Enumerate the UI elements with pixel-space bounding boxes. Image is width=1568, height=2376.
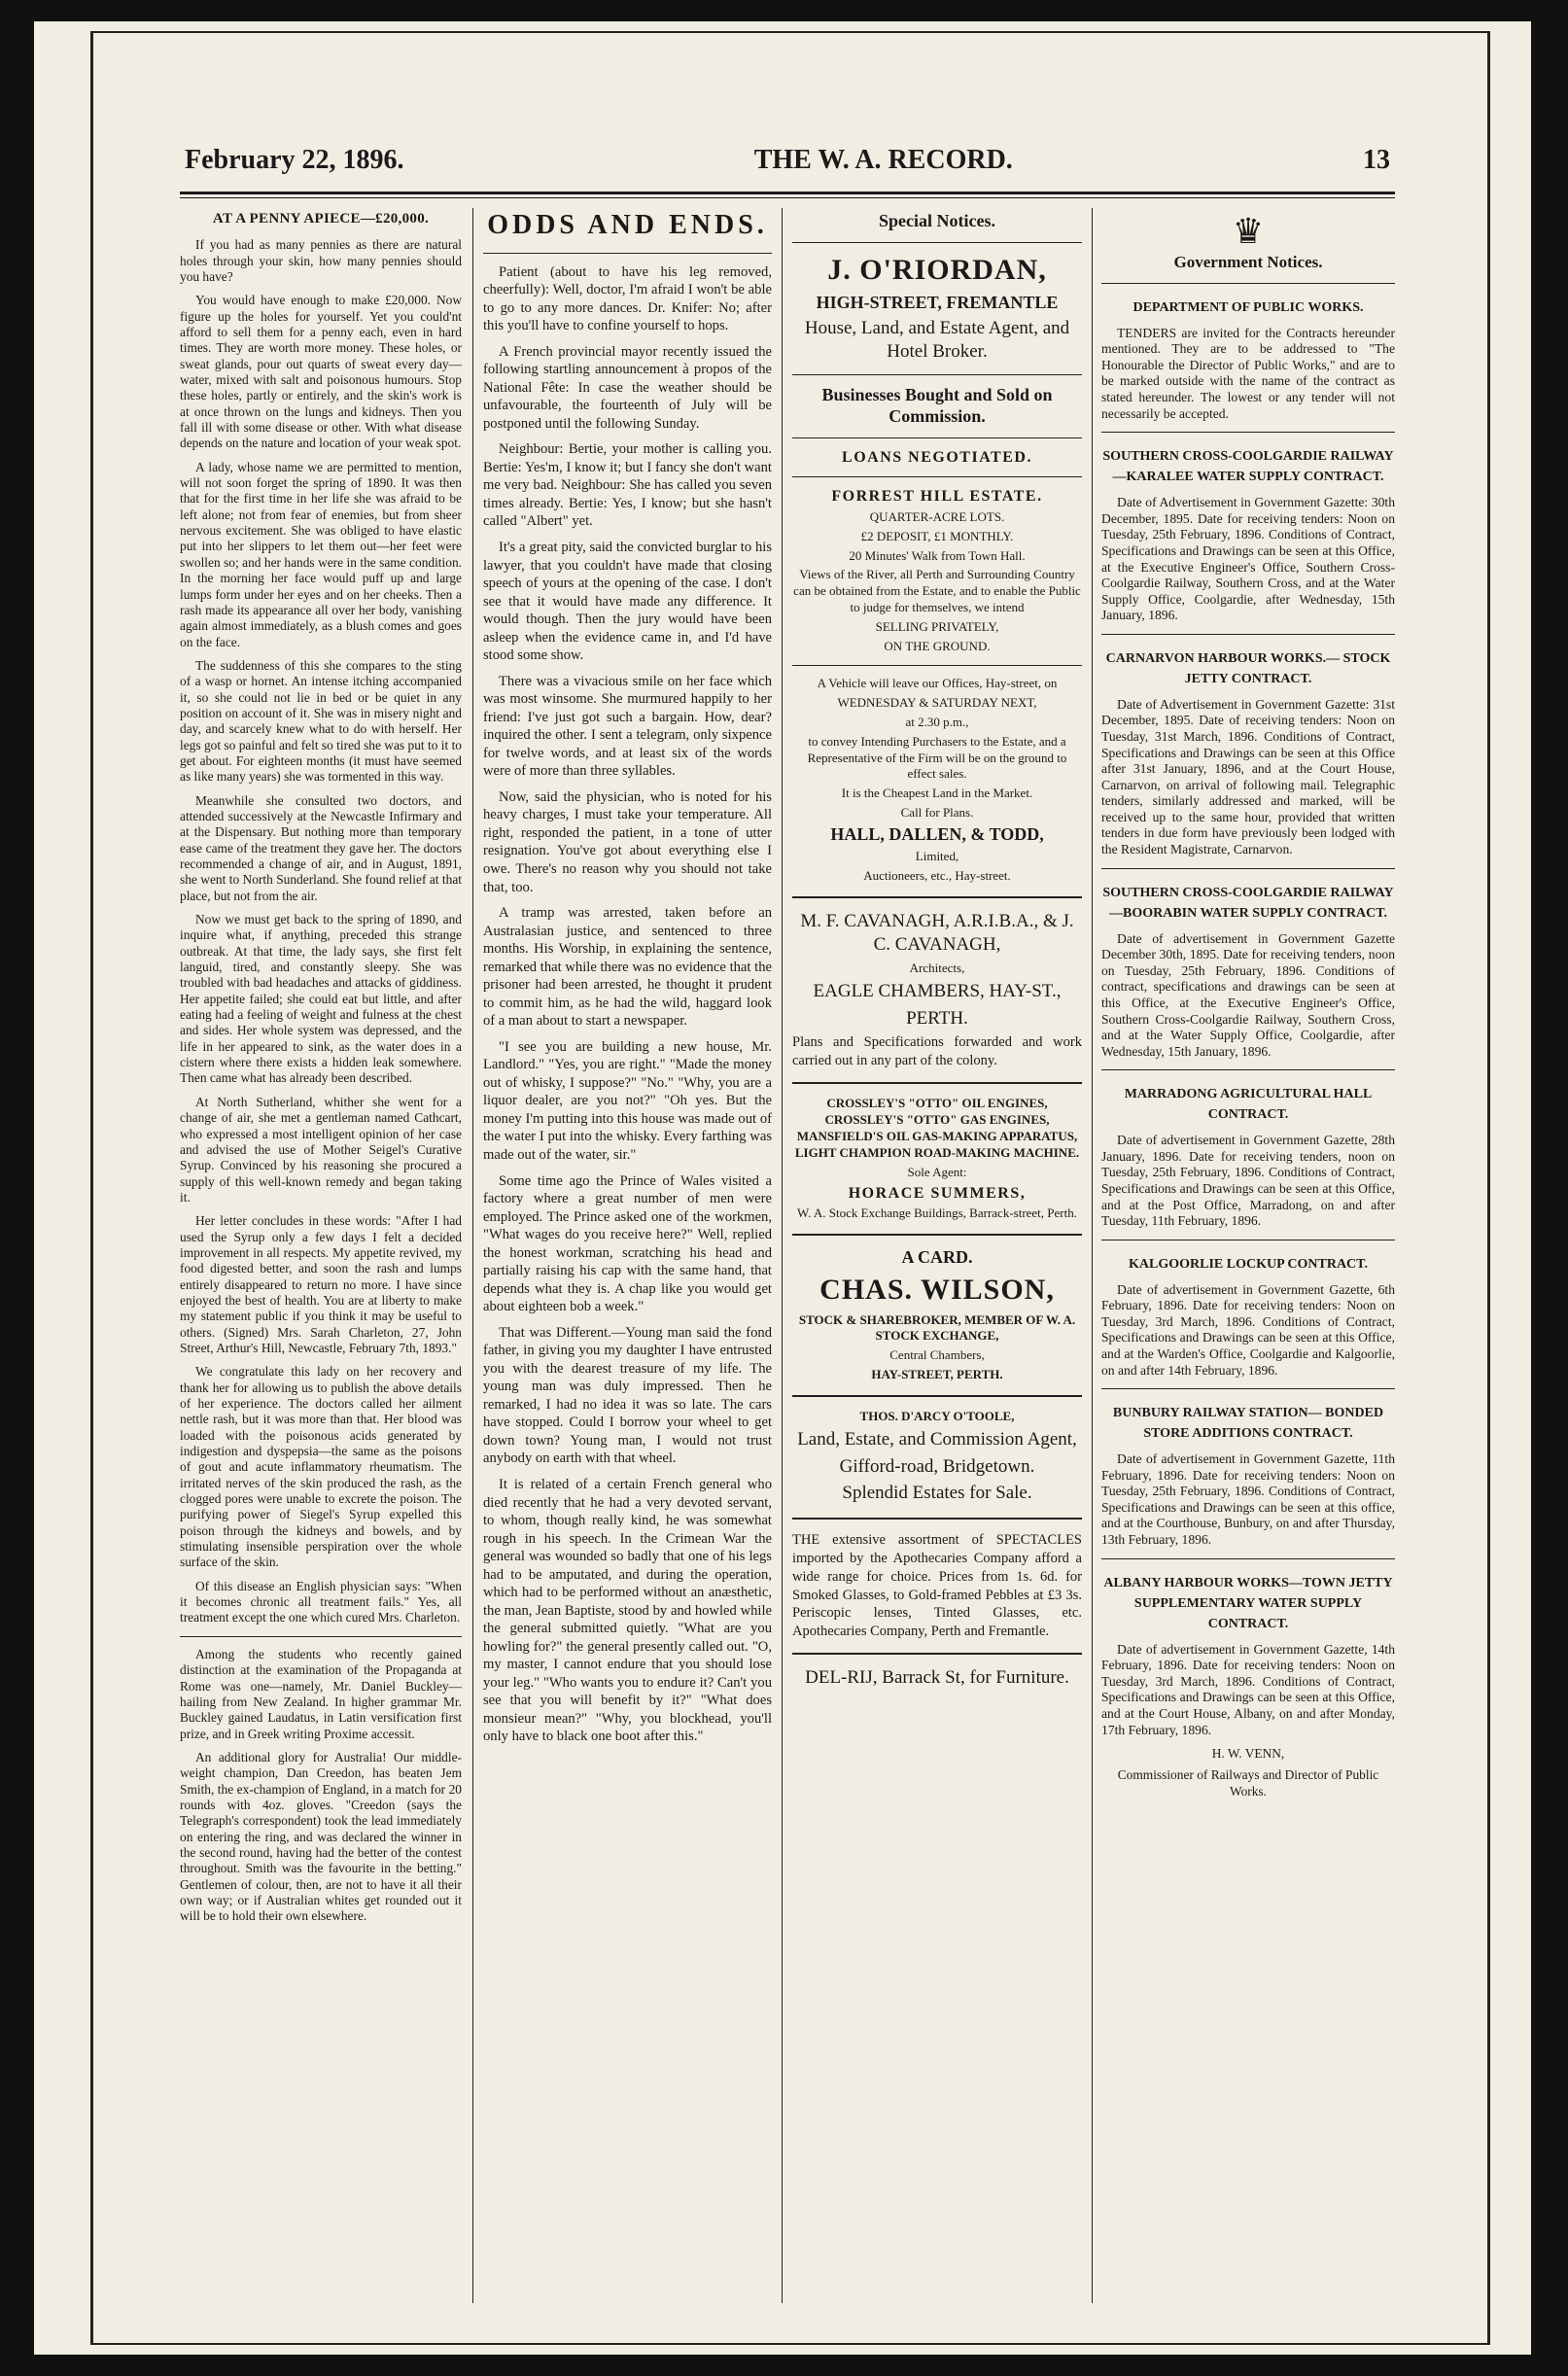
odds-and-ends-heading: ODDS AND ENDS.: [487, 210, 768, 240]
otoole-ad: [792, 1409, 1082, 1506]
separator: [1101, 432, 1395, 433]
department-title: DEPARTMENT OF PUBLIC WORKS.: [1132, 299, 1364, 315]
paragraph: That was Different.—Young man said the fond father, in giving you my daughter I have entrusted you with the dearest treasure of my life. The young man was duly impressed. Then he remarked, I had no idea it was so late. The cars have stopped. Could I borrow your wheel to get down town? Young man, I would not trust anybody on earth with that wheel.: [483, 1324, 772, 1467]
article-body: [180, 237, 462, 1626]
agent-label: Sole Agent:: [907, 1164, 967, 1179]
broker-role: STOCK & SHAREBROKER, MEMBER OF W. A. STOCK EXCHANGE,: [798, 1311, 1076, 1344]
separator: [792, 242, 1082, 243]
separator: [1101, 868, 1395, 869]
tender-notice: [1101, 1403, 1395, 1548]
paragraph: Now, said the physician, who is noted for his heavy charges, I must take your temperature. All right, responded the patient, in a tone of utter resignation. You've got about everything else I owe. There's no reason why you should not take that, too.: [483, 788, 772, 895]
issue-date: February 22, 1896.: [185, 145, 404, 175]
tender-text: Date of advertisement in Government Gazette, 14th February, 1896. Date for receiving tenders: Noon on Tuesday, 3rd March, 1896. Conditions of Contract, Specifications and Drawings can be seen at this Office, and at the Court House, Albany, on and after Monday, 17th February, 1896.: [1101, 1641, 1395, 1737]
separator: [792, 437, 1082, 438]
estate-selling: SELLING PRIVATELY,: [875, 619, 999, 635]
advertiser-role: House, Land, and Estate Agent, and Hotel Broker.: [804, 317, 1070, 363]
cavanagh-ad: [792, 910, 1082, 1070]
agent-sale: Splendid Estates for Sale.: [842, 1483, 1032, 1504]
estate-walk: 20 Minutes' Walk from Town Hall.: [849, 547, 1026, 563]
tender-notice: [1101, 446, 1395, 624]
advertiser-street: HIGH-STREET, FREMANTLE: [816, 292, 1059, 312]
paragraph: Some time ago the Prince of Wales visited a factory where a great number of men were employed. The Prince asked one of the workmen, "What wages do you receive here?" Well, replied the honest workman, scratching his head and partially raising his cap with the same hand, that depends what they is. A chap like you would get about eighteen bob a week.": [483, 1172, 772, 1315]
column-1: [180, 208, 462, 2298]
separator: [792, 374, 1082, 375]
separator: [792, 1234, 1082, 1236]
paragraph: Meanwhile she consulted two doctors, and attended successively at the Newcastle Infirmary and at the Dispensary. But nothing more than temporary ease came of the treatment they gave her. The doctors recommended a change of air, and in August, 1891, she went to North Sunderland. She found relief at that place, but not from the air.: [180, 792, 462, 903]
signature-title: Commissioner of Railways and Director of Public Works.: [1117, 1767, 1379, 1799]
column-4: [1101, 208, 1395, 2298]
estate-vehicle: A Vehicle will leave our Offices, Hay-street, on: [817, 675, 1058, 690]
newspaper-title: THE W. A. RECORD.: [753, 145, 1013, 175]
estate-ground: ON THE GROUND.: [884, 639, 991, 654]
estate-plans: Call for Plans.: [900, 805, 974, 821]
tender-title: CARNARVON HARBOUR WORKS.— STOCK JETTY CONTRACT.: [1105, 650, 1391, 686]
newspaper-page: [34, 21, 1531, 2355]
delrij-ad: DEL-RIJ, Barrack St, for Furniture.: [805, 1667, 1069, 1689]
separator: [483, 253, 772, 254]
estate-limited: Limited,: [915, 849, 959, 864]
paragraph: A tramp was arrested, taken before an Australasian justice, and sentenced to three months. His Worship, in explaining the sentence, remarked that while there was no evidence that the prisoner had been arrested, he thought it prudent to commit him, as he had the wild, haggard look of a man about to start a newspaper.: [483, 905, 772, 1030]
estate-lots: QUARTER-ACRE LOTS.: [869, 508, 1005, 524]
separator: [792, 1653, 1082, 1655]
separator: [792, 896, 1082, 898]
crossley-ad: [792, 1096, 1082, 1222]
forrest-hill-ad: [792, 487, 1082, 885]
left-frame-rule: [90, 31, 93, 2345]
separator: [792, 1082, 1082, 1084]
paragraph: Patient (about to have his leg removed, cheerfully): Well, doctor, I'm afraid I won't be able to go to any more dances. Dr. Knifer: No; after this you'll have to confine yourself to hops.: [483, 263, 772, 334]
architect-address: EAGLE CHAMBERS, HAY-ST.,: [813, 981, 1062, 1002]
separator: [792, 665, 1082, 666]
column-2: [483, 208, 772, 2298]
oriordan-ad: [792, 253, 1082, 467]
advertiser-business: Businesses Bought and Sold on Commission.: [821, 384, 1053, 426]
paragraph: Among the students who recently gained distinction at the examination of the Propaganda at Rome was one—namely, Mr. Daniel Buckley—hailing from New Zealand. In higher grammar Mr. Buckley gained Laudatus, in Latin versification first prize, and in Greek writing Proxime accessit.: [180, 1646, 462, 1741]
column-divider: [782, 208, 783, 2303]
estate-time: at 2.30 p.m.,: [905, 714, 969, 729]
separator: [1101, 1558, 1395, 1559]
tender-notice: [1101, 1254, 1395, 1379]
tender-title: BUNBURY RAILWAY STATION— BONDED STORE ADDITIONS CONTRACT.: [1112, 1406, 1384, 1442]
tender-notice: [1101, 1573, 1395, 1738]
architect-role: Architects,: [909, 961, 965, 976]
tender-title: SOUTHERN CROSS-COOLGARDIE RAILWAY—BOORABIN WATER SUPPLY CONTRACT.: [1102, 885, 1394, 921]
paragraph: Her letter concludes in these words: "After I had used the Syrup only a few days I felt a decided improvement in all respects. My appetite revived, my food digested better, and soon the rash and lumps entirely disappeared to return no more. I have since enjoyed the best of health. You are at liberty to make my statement public if you think it may be useful to others. (Signed) Mrs. Sarah Charleton, 27, John Street, Arthur's Hill, Newcastle, February 7th, 1893.": [180, 1213, 462, 1355]
paragraph: Of this disease an English physician says: "When it becomes chronic all treatment fails." Yes, all treatment except the one which cured Mrs. Charleton.: [180, 1578, 462, 1625]
broker-name: CHAS. WILSON,: [819, 1273, 1055, 1306]
paragraph: It's a great pity, said the convicted burglar to his lawyer, that you couldn't have made that closing speech of yours at the opening of the case. I don't see that it would have made any difference. It would though. Then the jury would have been asleep when the evidence came in, and I'd have stood some show.: [483, 539, 772, 664]
estate-auctioneers: Auctioneers, etc., Hay-street.: [863, 867, 1011, 883]
paragraph: A lady, whose name we are permitted to mention, will not soon forget the spring of 1890. It was then that for the first time in her life she was afraid to be left alone; not from fear of enemies, but from sheer nervous excitement. She was obliged to have elastic put into her slippers to let them out—her feet were swollen so; and her hands were in the same condition. In the morning her face would puff up and large lumps form under her eyes and on her cheeks. Then a rash made its appearance all over her body, vanishing again almost immediately, as a blush comes and goes on the face.: [180, 459, 462, 649]
paragraph: There was a vivacious smile on her face which was most winsome. She murmured happily to her friend: I've just got such a bargain. How, dear? inquired the other. I sent a telegram, only sixpence for twelve words, and at least six of the words were of more than three syllables.: [483, 673, 772, 780]
advertiser-name: J. O'RIORDAN,: [827, 253, 1047, 286]
estate-cheapest: It is the Cheapest Land in the Market.: [841, 786, 1033, 801]
bottom-frame-rule: [90, 2343, 1490, 2345]
government-notices-heading: Government Notices.: [1173, 253, 1323, 271]
paragraph: It is related of a certain French general who died recently that he had a very devoted servant, to whom, though really kind, he was somewhat rough in his speech. In the Crimean War the general was wounded so badly that one of his legs had to be amputated, and during the operation, which had to be performed without an anæsthetic, the man, Jean Baptiste, stood by and howled while the general submitted quietly. "What are you howling for?" the general presently called out. "O, my master, I cannot endure that you should lose your leg." "Who wants you to endure it? Can't you see that you will benefit by it?" "What does monsieur mean?" "Why, you blockhead, you'll only have to black one boot after this.": [483, 1477, 772, 1745]
agent-name: HORACE SUMMERS,: [848, 1184, 1027, 1202]
tender-title: SOUTHERN CROSS-COOLGARDIE RAILWAY—KARALEE WATER SUPPLY CONTRACT.: [1102, 449, 1394, 485]
separator: [792, 1395, 1082, 1397]
tender-intro: TENDERS are invited for the Contracts hereunder mentioned. They are to be addressed to "The Honourable the Director of Public Works," and are to be marked outside with the name of the contract as stated hereunder. The lowest or any tender will not necessarily be accepted.: [1101, 325, 1395, 421]
architect-names: M. F. CAVANAGH, A.R.I.B.A., & J. C. CAVANAGH,: [800, 910, 1074, 956]
loans-line: LOANS NEGOTIATED.: [842, 448, 1032, 466]
separator: [792, 1518, 1082, 1520]
paragraph: A French provincial mayor recently issued the following startling announcement à propos of the National Fête: In case the weather should be unfavourable, the fourteenth of July will be postponed until the following Sunday.: [483, 343, 772, 432]
tender-notice: [1101, 883, 1395, 1061]
separator: [1101, 1069, 1395, 1070]
column-3: [792, 208, 1082, 2298]
tender-text: Date of advertisement in Government Gazette, 11th February, 1896. Date for receiving tenders: Noon on Tuesday, 25th February, 1896. Conditions of Contract, Specifications and Drawings can be seen at this office, and at the Courthouse, Bunbury, on and after Thursday, 13th February, 1896.: [1101, 1451, 1395, 1548]
right-frame-rule: [1487, 31, 1490, 2345]
paragraph: If you had as many pennies as there are natural holes through your skin, how many pennies should you have?: [180, 237, 462, 284]
separator: [1101, 1388, 1395, 1389]
broker-chambers: Central Chambers,: [889, 1347, 985, 1363]
separator: [180, 1636, 462, 1637]
paragraph: An additional glory for Australia! Our middle-weight champion, Dan Creedon, has beaten Jem Smith, the ex-champion of England, in a match for 20 rounds with 4oz. gloves. "Creedon (says the Telegraph's correspondent) took the lead immediately on entering the ring, and was declared the winner in the second round, having had the better of the contest throughout. Smith was the favourite in the betting." Gentlemen of colour, then, are not to have it all their own way; or if Australian whites get rounded out it will be to hold their own elsewhere.: [180, 1749, 462, 1924]
agent-name: THOS. D'ARCY O'TOOLE,: [859, 1409, 1015, 1424]
top-frame-rule: [90, 31, 1490, 33]
tender-title: MARRADONG AGRICULTURAL HALL CONTRACT.: [1124, 1087, 1373, 1123]
spectacles-ad: THE extensive assortment of SPECTACLES imported by the Apothecaries Company afford a wide range for choice. Prices from 1s. 6d. for Smoked Glasses, to Gold-framed Pebbles at £3 3s. Periscopic lenses, Tinted Glasses, etc. Apothecaries Company, Perth and Fremantle.: [792, 1532, 1082, 1640]
signature-name: H. W. VENN,: [1211, 1746, 1285, 1762]
tender-text: Date of Advertisement in Government Gazette: 31st December, 1895. Date of receiving tenders: Noon on Tuesday, 31st March, 1896. Conditions of Contract, Specifications and Drawings can be seen at this Office after 31st January, 1896, and at the Court House, Carnarvon, on arrival of following mail. Telegraphic tenders, similarly addressed and marked, will be received up to the same hour, provided that written tenders in due form have previously been lodged with the Resident Magistrate, Carnarvon.: [1101, 696, 1395, 857]
tender-text: Date of advertisement in Government Gazette, 28th January, 1896. Date for receiving tenders, noon on Tuesday, 25th February, 1896. Conditions of Contract, Specifications and Drawings can be seen at this Office, and at the Post Office, Marradong, on and after Tuesday, 11th February, 1896.: [1101, 1133, 1395, 1229]
masthead: [185, 136, 1390, 185]
agent-address: Gifford-road, Bridgetown.: [839, 1455, 1035, 1477]
broker-street: HAY-STREET, PERTH.: [871, 1367, 1003, 1382]
paragraph: You would have enough to make £20,000. Now figure up the holes for yourself. Yet you could'nt afford to sell them for a penny each, even in hard times. They are worth more money. These holes, or sweat glands, pour out quarts of sweat every day—water, mixed with salt and poisonous humours. Stop these holes, partly or entirely, and the skin's work is at once thrown on the lungs and kidneys. Then you fall ill with some disease or other. With what disease depends on the nature and location of your weak spot.: [180, 293, 462, 451]
paragraph: We congratulate this lady on her recovery and thank her for allowing us to publish the above details of her experience. The doctors called her ailment nettle rash, but it was more than that. Her blood was loaded with the poisonous acids generated by indigestion and dyspepsia—the same as the poisons of gout and acute inflammatory rheumatism. The irritated nerves of the skin produced the rash, as the clogged pores were unable to excrete the poison. The purifying power of Siegel's Syrup expelled this poison through the kidneys and bowels, and by stimulating insensible perspiration over the whole surface of the skin.: [180, 1364, 462, 1570]
masthead-rule-thin: [180, 197, 1395, 198]
royal-crest-icon: ♛: [1232, 212, 1265, 251]
engine-list: CROSSLEY'S "OTTO" OIL ENGINES, CROSSLEY'S "OTTO" GAS ENGINES, MANSFIELD'S OIL GAS-MAKING APPARATUS, LIGHT CHAMPION ROAD-MAKING MACHINE.: [794, 1096, 1080, 1160]
masthead-rule: [180, 192, 1395, 194]
separator: [792, 476, 1082, 477]
tender-title: KALGOORLIE LOCKUP CONTRACT.: [1129, 1256, 1368, 1272]
estate-terms: £2 DEPOSIT, £1 MONTHLY.: [860, 528, 1014, 543]
tender-title: ALBANY HARBOUR WORKS—TOWN JETTY SUPPLEMENTARY WATER SUPPLY CONTRACT.: [1103, 1575, 1393, 1631]
agent-address: W. A. Stock Exchange Buildings, Barrack-street, Perth.: [797, 1205, 1077, 1221]
agent-role: Land, Estate, and Commission Agent,: [797, 1428, 1077, 1450]
tender-text: Date of advertisement in Government Gazette December 30th, 1895. Date for receiving tenders, noon on Tuesday, 25th February, 1896. Conditions of contract, specifications and drawings can be seen at this Office, at the Executive Engineer's Office, Southern Cross-Coolgardie Railway, Southern Cross, and at the Water Supply Office, Coolgardie, after Wednesday, 15th January, 1896.: [1101, 930, 1395, 1059]
estate-firm: HALL, DALLEN, & TODD,: [830, 824, 1044, 845]
article-heading: AT A PENNY APIECE—£20,000.: [212, 211, 430, 227]
special-notices-heading: Special Notices.: [879, 211, 995, 230]
tender-text: Date of advertisement in Government Gazette, 6th February, 1896. Date for receiving tenders: Noon on Tuesday, 3rd March, 1896. Conditions of Contract, Specifications and Drawings can be seen at this Office, and at the Warden's Office, Coolgardie and Kalgoorlie, on and after 14th February, 1896.: [1101, 1281, 1395, 1378]
tender-notice: [1101, 1084, 1395, 1229]
separator: [1101, 634, 1395, 635]
estate-days: WEDNESDAY & SATURDAY NEXT,: [837, 694, 1037, 710]
paragraph: "I see you are building a new house, Mr. Landlord." "Yes, you are right." "Made the money out of whisky, I suppose?" "No." "Why, you are a liquor dealer, are you not?" "Oh yes. But the money I'm putting into this house was made out of the water I put into the whisky. Every farthing was made out of the water, sir.": [483, 1038, 772, 1163]
tender-notice: [1101, 648, 1395, 858]
estate-title: FORREST HILL ESTATE.: [831, 488, 1043, 506]
paragraph: The suddenness of this she compares to the sting of a wasp or hornet. An intense itching accompanied it, so she could not lie in bed or be quiet in any position on account of it. She was in misery night and day, and scarcely knew what to do with herself. Her legs got so painful and felt so tired she was put to it to get about. For eighteen months (it must have seemed as like many years) she was tormented in this way.: [180, 657, 462, 785]
architect-text: Plans and Specifications forwarded and work carried out in any part of the colony.: [792, 1034, 1082, 1069]
architect-city: PERTH.: [906, 1007, 968, 1029]
separator: [1101, 283, 1395, 284]
paragraph: At North Sutherland, whither she went for a change of air, she met a gentleman named Cathcart, who expressed a most intelligent opinion of her case and advised the use of Mother Seigel's Curative Syrup. Convinced by his reasoning she procured a supply of this well-known remedy and began taking it.: [180, 1094, 462, 1205]
tender-text: Date of Advertisement in Government Gazette: 30th December, 1895. Date for receiving tenders: Noon on Tuesday, 25th February, 1896. Conditions of Contract, Specifications and Drawings can be seen at this Office, at the Executive Engineer's Office, Southern Cross-Coolgardie Railway, Southern Cross, and at the Water Supply Office, Coolgardie, after Wednesday, 15th January, 1896.: [1101, 495, 1395, 623]
estate-views: Views of the River, all Perth and Surrounding Country can be obtained from the Estate, and to enable the Public to judge for themselves, we intend: [793, 567, 1081, 615]
estate-convey: to convey Intending Purchasers to the Estate, and a Representative of the Firm will be on the ground to effect sales.: [807, 733, 1067, 782]
card-title: A CARD.: [901, 1246, 973, 1267]
page-number: 13: [1362, 145, 1390, 175]
column-divider: [472, 208, 473, 2303]
wilson-card-ad: [792, 1247, 1082, 1383]
column-divider: [1092, 208, 1093, 2303]
paragraph: Now we must get back to the spring of 1890, and inquire what, if anything, preceded this strange outbreak. At that time, the lady says, she first felt languid, tired, and constantly sleepy. She was troubled with bad headaches and attacks of giddiness. Her appetite failed; she could eat but little, and after eating had a feeling of weight and fulness at the chest and sides. Her whole system was depressed, and the life in her appeared to sink, as the water does in a cistern where there exists a hidden leak somewhere. Then came what has already been described.: [180, 912, 462, 1086]
paragraph: Neighbour: Bertie, your mother is calling you. Bertie: Yes'm, I know it; but I fancy she don't want me very bad. Neighbour: She has called you seven times already. Bertie: Yes, I know; but she hasn't called "Albert" yet.: [483, 441, 772, 530]
